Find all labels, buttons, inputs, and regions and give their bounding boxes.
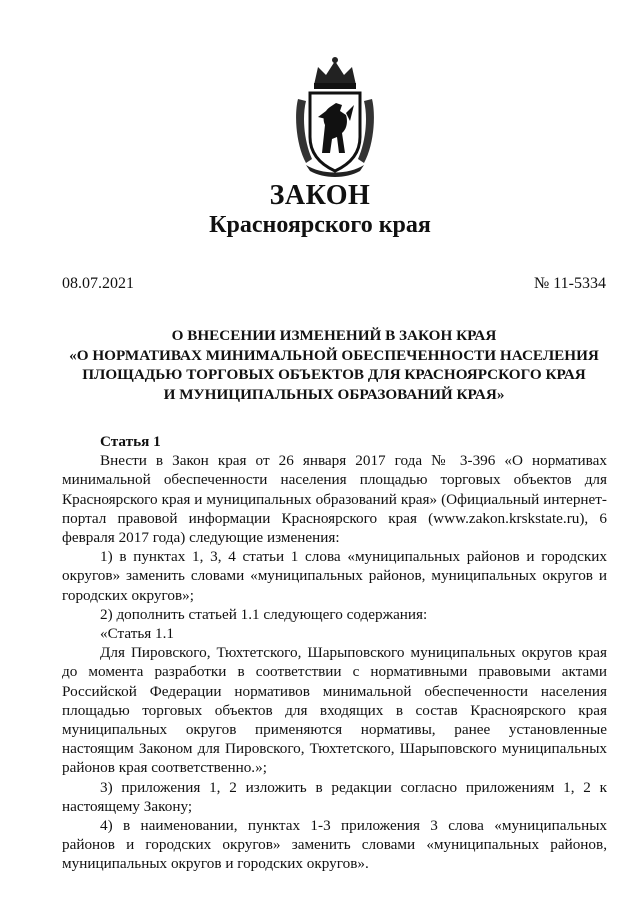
document-title: ЗАКОН (269, 180, 371, 211)
paragraph: 1) в пунктах 1, 3, 4 статьи 1 слова «муниципальных районов и городских округов» заменить словами «муниципальных районов, муниципальных округов и городских округов»; (62, 548, 607, 604)
heading-line: И МУНИЦИПАЛЬНЫХ ОБРАЗОВАНИЙ КРАЯ» (163, 385, 505, 403)
document-subtitle: Красноярского края (209, 212, 431, 238)
article-label: Статья 1 (100, 433, 161, 450)
document-number: № 11-5334 (534, 275, 606, 292)
coat-of-arms-icon (292, 55, 378, 177)
law-heading (40, 326, 628, 404)
paragraph: 2) дополнить статьей 1.1 следующего содержания: (100, 605, 428, 623)
paragraph: 3) приложения 1, 2 изложить в редакции согласно приложениям 1, 2 к настоящему Закону; (62, 778, 607, 815)
paragraph: 4) в наименовании, пунктах 1-3 приложения 3 слова «муниципальных районов и городских округов» заменить словами «муниципальных районов, муниципальных округов и городских округов». (62, 817, 607, 873)
heading-line: ПЛОЩАДЬЮ ТОРГОВЫХ ОБЪЕКТОВ ДЛЯ КРАСНОЯРСКОГО КРАЯ (82, 366, 586, 383)
paragraph: «Статья 1.1 (100, 625, 175, 643)
document-body (62, 432, 607, 874)
heading-line: «О НОРМАТИВАХ МИНИМАЛЬНОЙ ОБЕСПЕЧЕННОСТИ НАСЕЛЕНИЯ (69, 346, 599, 364)
document-date: 08.07.2021 (62, 275, 134, 292)
heading-line: О ВНЕСЕНИИ ИЗМЕНЕНИЙ В ЗАКОН КРАЯ (171, 327, 497, 344)
paragraph: Для Пировского, Тюхтетского, Шарыповского муниципальных округов края до момента разработки в соответствии с нормативными правовыми актами Российской Федерации нормативов минимальной обеспеченности населения площадью торговых объектов для входящих в состав Красноярского края муниципальных округов применяются нормативы, ранее установленные настоящим Законом для Пировского, Тюхтетского, Шарыповского муниципальных районов края соответственно.»; (62, 644, 607, 777)
paragraph: Внести в Закон края от 26 января 2017 года № 3-396 «О нормативах минимальной обеспеченности населения площадью торговых объектов для Красноярского края и муниципальных образований края» (Официальный интернет-портал правовой информации Красноярского края (www.zakon.krskstate.ru), 6 февраля 2017 года) следующие изменения: (62, 452, 607, 547)
